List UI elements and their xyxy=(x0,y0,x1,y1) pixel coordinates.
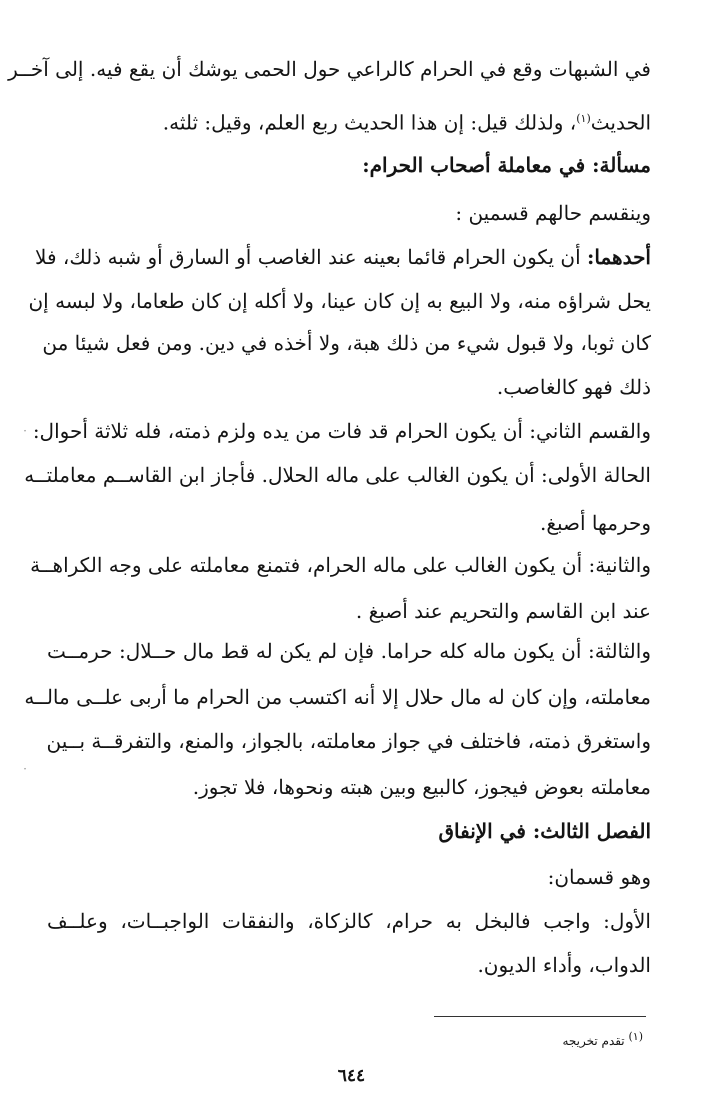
text-line: في الشبهات وقع في الحرام كالراعي حول الحمى يوشك أن يقع فيه. إلى آخــر xyxy=(8,57,651,81)
text-line: والثانية: أن يكون الغالب على ماله الحرام، فتمنع معاملته على وجه الكراهــة xyxy=(30,553,651,577)
text-line: وهو قسمان: xyxy=(547,865,651,889)
text-line: الدواب، وأداء الديون. xyxy=(477,953,651,977)
text-line: الأول: واجب فالبخل به حرام، كالزكاة، والنفقات الواجبــات، وعلــف xyxy=(47,909,651,933)
footnote-separator xyxy=(434,1016,646,1017)
footnote-marker: (١) xyxy=(628,1030,643,1043)
text-fragment: الحديث xyxy=(590,110,651,135)
text-line: واستغرق ذمته، فاختلف في جواز معاملته، بالجواز، والمنع، والتفرقــة بــين xyxy=(46,729,651,753)
text-line: الحالة الأولى: أن يكون الغالب على ماله الحلال. فأجاز ابن القاســم معاملتــه xyxy=(24,463,651,487)
section-heading: مسألة: في معاملة أصحاب الحرام: xyxy=(362,153,651,177)
text-line xyxy=(35,240,651,274)
footnote xyxy=(343,1028,643,1050)
chapter-heading: الفصل الثالث: في الإنفاق xyxy=(438,819,651,843)
text-line: معاملته، وإن كان له مال حلال إلا أنه اكتسب من الحرام ما أربى علــى مالــه xyxy=(24,685,651,709)
text-line: والثالثة: أن يكون ماله كله حراما. فإن لم يكن له قط مال حــلال: حرمــت xyxy=(47,639,651,663)
footnote-reference: (١) xyxy=(576,112,591,125)
text-fragment: ، ولذلك قيل: إن هذا الحديث ربع العلم، وقيل: ثلثه. xyxy=(162,110,577,135)
footnote-text: تقدم تخريجه xyxy=(562,1034,625,1048)
text-line: ذلك فهو كالغاصب. xyxy=(496,375,651,399)
margin-mark: · xyxy=(23,424,27,438)
text-line: عند ابن القاسم والتحريم عند أصبغ . xyxy=(355,599,651,623)
text-line: وينقسم حالهم قسمين : xyxy=(455,201,651,225)
text-line: وحرمها أصبغ. xyxy=(539,511,651,535)
term-label: أحدهما: xyxy=(586,245,651,269)
text-line: معاملته بعوض فيجوز، كالبيع وبين هبته ونحوها، فلا تجوز. xyxy=(192,775,651,799)
page-number: ٦٤٤ xyxy=(337,1066,366,1086)
text-line: يحل شراؤه منه، ولا البيع به إن كان عينا، ولا أكله إن كان طعاما، ولا لبسه إن xyxy=(28,289,651,313)
text-line: كان ثوبا، ولا قبول شيء من ذلك هبة، ولا أخذه في دين. ومن فعل شيئا من xyxy=(42,331,651,355)
margin-mark: · xyxy=(23,762,27,776)
text-line: والقسم الثاني: أن يكون الحرام قد فات من يده ولزم ذمته، فله ثلاثة أحوال: xyxy=(32,419,651,443)
text-line xyxy=(47,102,651,140)
text-fragment: أن يكون الحرام قائما بعينه عند الغاصب أو السارق أو شبه ذلك، فلا xyxy=(35,245,581,269)
